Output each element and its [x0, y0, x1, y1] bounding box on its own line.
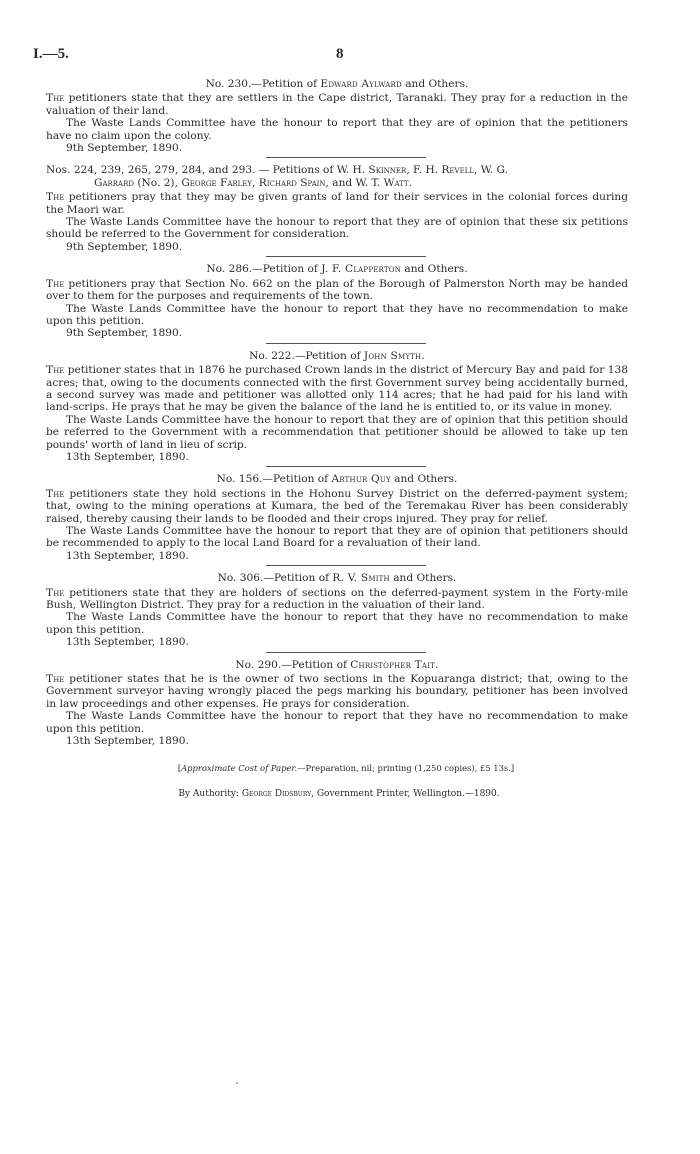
- report-date: 13th September, 1890.: [66, 450, 189, 463]
- petition-title: No. 156.—Petition of Arthur Quy and Others.: [216, 473, 458, 486]
- committee-report: The Waste Lands Committee have the honour to report that they are of opinion that petitioners should be recommended to apply to the local Land Board for a revaluation of their land.: [46, 525, 628, 550]
- petition-section: [46, 164, 628, 253]
- report-date: 9th September, 1890.: [66, 142, 183, 155]
- committee-report: The Waste Lands Committee have the honour to report that they are of opinion that the petitioners have no claim upon the colony.: [46, 117, 628, 142]
- report-date: 13th September, 1890.: [66, 735, 189, 748]
- committee-report: The Waste Lands Committee have the honour to report that they are of opinion that these six petitions should be referred to the Government for consideration.: [46, 216, 628, 241]
- petition-statement: The petitioner states that he is the owner of two sections in the Kopuaranga district; that, owing to the Government surveyor having wrongly placed the pegs marking his boundary, petitioner has been involved in law proceedings and other expenses. He prays for consideration.: [46, 673, 628, 710]
- petition-section: [46, 263, 628, 339]
- committee-report: The Waste Lands Committee have the honour to report that they have no recommendation to make upon this petition.: [46, 611, 628, 636]
- report-date: 9th September, 1890.: [66, 327, 183, 340]
- petition-statement: The petitioners state they hold sections in the Hohonu Survey District on the deferred-payment system; that, owing to the mining operations at Kumara, the bed of the Teremakau River has been considerably raised, thereby causing their lands to be flooded and their crops injured. They pray for relief.: [46, 487, 628, 525]
- paper-speck: [236, 1082, 238, 1084]
- petition-statement: The petitioners state that they are settlers in the Cape district, Taranaki. They pray for a reduction in the valuation of their land.: [46, 92, 628, 117]
- petition-statement: The petitioners pray that they may be given grants of land for their services in the colonial forces during the Maori war.: [46, 191, 628, 216]
- page-number: 8: [336, 46, 344, 62]
- petition-statement: The petitioner states that in 1876 he purchased Crown lands in the district of Mercury Bay and paid for 138 acres; that, owing to the documents connected with the first Government survey being accidentally burned, a second survey was made and petitioner was allotted only 114 acres; that he had paid for his land with land-scrips. He prays that he may be given the balance of the land he is entitled to, or its value in money.: [46, 364, 628, 414]
- petition-section: [46, 572, 628, 648]
- report-date: 13th September, 1890.: [66, 549, 189, 562]
- section-divider: [266, 256, 426, 257]
- cost-note: [Approximate Cost of Paper.—Preparation, nil; printing (1,250 copies), £5 13s.]: [177, 762, 515, 773]
- report-date: 13th September, 1890.: [66, 636, 189, 649]
- section-divider: [266, 652, 426, 653]
- petition-section: [46, 350, 628, 464]
- section-divider: [266, 343, 426, 344]
- petition-statement: The petitioners state that they are holders of sections on the deferred-payment system in the Forty-mile Bush, Wellington District. They pray for a reduction in the valuation of their land.: [46, 586, 628, 612]
- petition-title: No. 286.—Petition of J. F. Clapperton and Others.: [206, 263, 468, 276]
- printer-imprint: By Authority: George Didsbury, Government Printer, Wellington.—1890.: [178, 788, 500, 799]
- petition-title: No. 222.—Petition of John Smyth.: [249, 349, 425, 362]
- petition-section: [46, 473, 628, 562]
- committee-report: The Waste Lands Committee have the honour to report that they have no recommendation to make upon this petition.: [46, 302, 628, 327]
- petition-statement: The petitioners pray that Section No. 662 on the plan of the Borough of Palmerston North may be handed over to them for the purposes and requirements of the town.: [46, 277, 628, 303]
- petition-section: [46, 659, 628, 748]
- petition-title: No. 230.—Petition of Edward Aylward and Others.: [205, 78, 469, 90]
- petition-title: No. 290.—Petition of Christopher Tait.: [235, 658, 439, 671]
- petition-title: Nos. 224, 239, 265, 279, 284, and 293. — Petitions of W. H. Skinner, F. H. Revell, W. G. Garrard (No. 2), George Farley, Richard Spain, and W. T. Watt.: [46, 164, 508, 189]
- section-divider: [266, 157, 426, 158]
- section-divider: [266, 565, 426, 566]
- paper-reference: I.—5.: [33, 46, 69, 62]
- committee-report: The Waste Lands Committee have the honour to report that they are of opinion that this petition should be referred to the Government with a recommendation that petitioner should be allowed to take up ten pounds' worth of land in lieu of scrip.: [46, 413, 628, 451]
- report-date: 9th September, 1890.: [66, 240, 183, 253]
- section-divider: [266, 466, 426, 467]
- page-content: [46, 78, 628, 800]
- petition-section: [46, 78, 628, 154]
- committee-report: The Waste Lands Committee have the honour to report that they have no recommendation to make upon this petition.: [46, 710, 628, 735]
- petition-title: No. 306.—Petition of R. V. Smith and Others.: [217, 572, 457, 585]
